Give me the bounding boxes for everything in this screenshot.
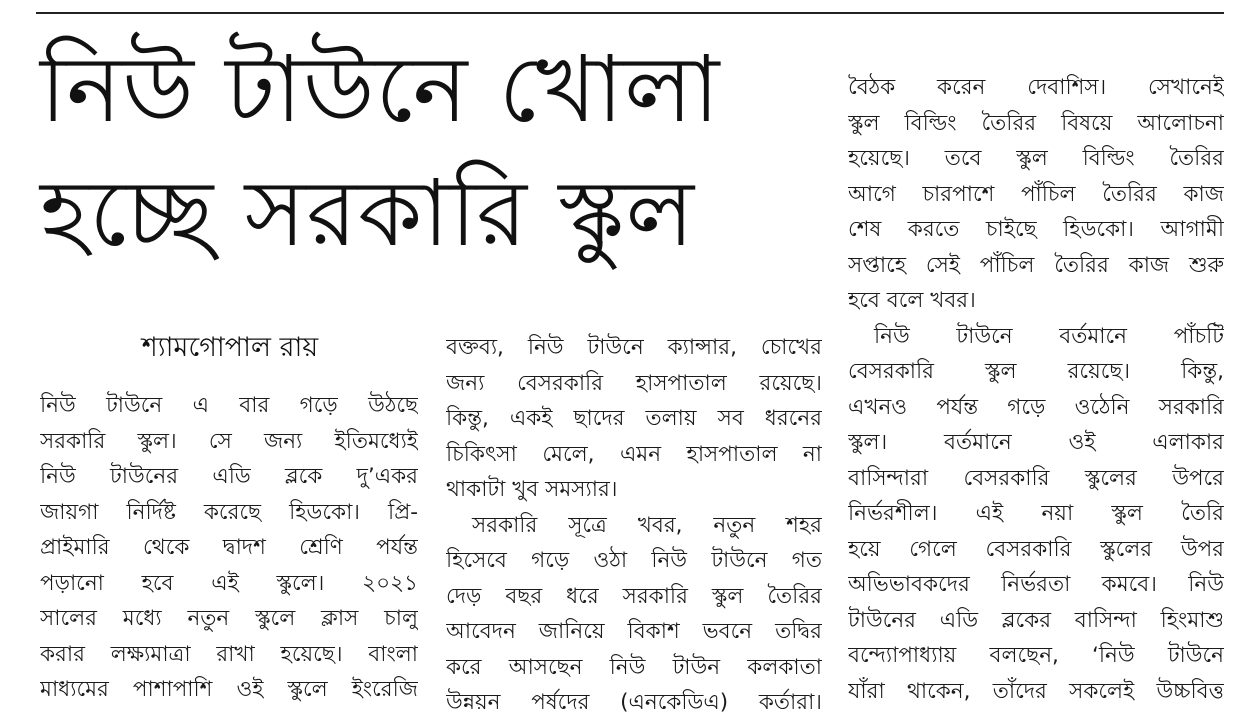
column-line: স্কুল। বর্তমানে ওই এলাকার	[848, 430, 1224, 455]
column-line: জায়গা নির্দিষ্ট করেছে হিডকো। প্রি-	[40, 499, 418, 525]
column-line: মাধ্যমের পাশাপাশি ওই স্কুলে ইংরেজি	[40, 677, 418, 702]
column-line: করার লক্ষ্যমাত্রা রাখা হয়েছে। বাংলা	[40, 641, 418, 667]
column-line: বেসরকারি স্কুল রয়েছে। কিন্তু,	[848, 359, 1224, 384]
headline-line-2: হচ্ছে সরকারি স্কুল	[40, 160, 696, 267]
column-line: সরকারি সূত্রে খবর, নতুন শহর	[472, 512, 822, 538]
column-line: উন্নয়ন পর্ষদের (এনকেডিএ) কর্তারা।	[446, 690, 822, 715]
column-line: নিউ টাউনে বর্তমানে পাঁচটি	[874, 323, 1224, 349]
column-line: সালের মধ্যে নতুন স্কুলে ক্লাস চালু	[40, 606, 418, 631]
column-line: হবে বলে খবর।	[848, 288, 976, 313]
column-line: প্রাইমারি থেকে দ্বাদশ শ্রেণি পর্যন্ত	[40, 535, 418, 560]
column-line: যাঁরা থাকেন, তাঁদের সকলেই উচ্চবিত্ত	[848, 678, 1224, 704]
column-line: হিসেবে গড়ে ওঠা নিউ টাউনে গত	[446, 548, 822, 573]
column-line: সরকারি স্কুল। সে জন্য ইতিমধ্যেই	[40, 428, 418, 454]
column-line: সপ্তাহে সেই পাঁচিল তৈরির কাজ শুরু	[848, 252, 1224, 278]
column-line: থাকাটা খুব সমস্যার।	[446, 477, 618, 502]
article-column-3	[848, 70, 1224, 709]
column-line: আগে চারপাশে পাঁচিল তৈরির কাজ	[848, 181, 1224, 207]
column-line: অভিভাবকদের নির্ভরতা কমবে। নিউ	[848, 572, 1224, 597]
column-line: টাউনের এডি ব্লকের বাসিন্দা হিংমাশু	[848, 607, 1224, 633]
column-line: বাসিন্দারা বেসরকারি স্কুলের উপরে	[848, 465, 1224, 491]
column-line: হয়ে গেলে বেসরকারি স্কুলের উপর	[848, 536, 1224, 562]
column-line: নিউ টাউনে এ বার গড়ে উঠছে	[40, 393, 418, 418]
headline-line-1: নিউ টাউনে খোলা	[40, 36, 721, 143]
column-line: বক্তব্য, নিউ টাউনে ক্যান্সার, চোখের	[446, 335, 822, 360]
article-column-2	[446, 330, 822, 721]
column-line: নির্ভরশীল। এই নয়া স্কুল তৈরি	[848, 501, 1224, 526]
column-line: আবেদন জানিয়ে বিকাশ ভবনে তদ্বির	[446, 619, 822, 644]
column-line: স্কুল বিল্ডিং তৈরির বিষয়ে আলোচনা	[848, 110, 1224, 136]
column-line: নিউ টাউনের এডি ব্লকে দু’একর	[40, 464, 418, 489]
top-rule	[36, 12, 1224, 14]
column-line: বৈঠক করেন দেবাশিস। সেখানেই	[848, 75, 1224, 100]
column-line: করে আসছেন নিউ টাউন কলকাতা	[446, 654, 822, 680]
column-line: শেষ করতে চাইছে হিডকো। আগামী	[848, 217, 1224, 242]
headline	[40, 28, 830, 276]
column-line: পড়ানো হবে এই স্কুলে। ২০২১	[40, 570, 418, 596]
column-line: এখনও পর্যন্ত গড়ে ওঠেনি সরকারি	[848, 394, 1224, 420]
column-line: চিকিৎসা মেলে, এমন হাসপাতাল না	[446, 441, 822, 467]
article-column-1	[40, 388, 418, 708]
column-line: কিন্তু, একই ছাদের তলায় সব ধরনের	[446, 406, 822, 431]
byline: শ্যামগোপাল রায়	[141, 332, 319, 363]
column-line: জন্য বেসরকারি হাসপাতাল রয়েছে।	[446, 370, 822, 396]
column-line: বন্দ্যোপাধ্যায় বলছেন, ‘নিউ টাউনে	[848, 643, 1224, 668]
column-line: হয়েছে। তবে স্কুল বিল্ডিং তৈরির	[848, 146, 1224, 171]
column-line: দেড় বছর ধরে সরকারি স্কুল তৈরির	[446, 583, 822, 609]
